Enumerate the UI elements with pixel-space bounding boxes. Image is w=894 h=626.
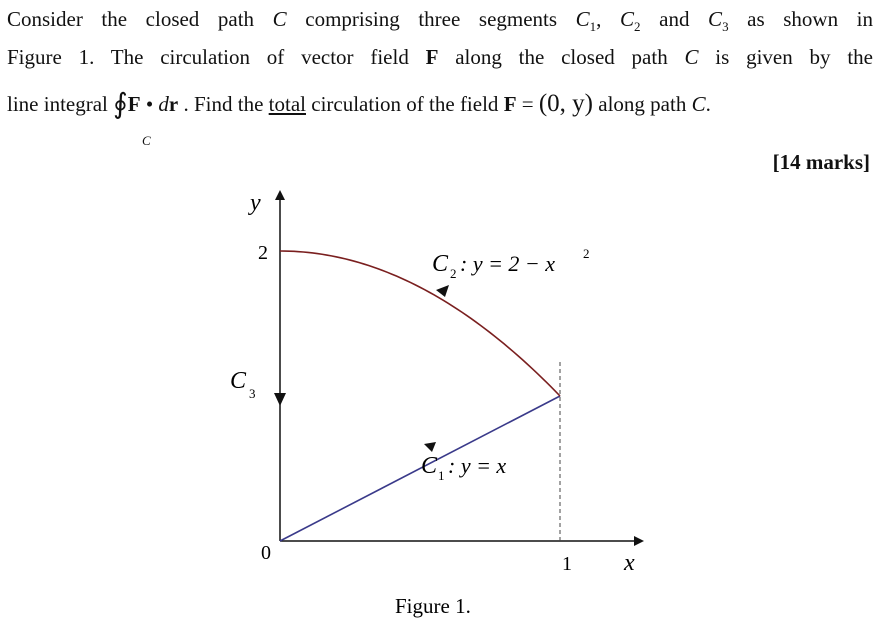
figure-caption: Figure 1. <box>395 594 471 618</box>
dot-operator: • <box>140 92 159 116</box>
text-span: as shown in <box>728 7 873 31</box>
x-tick-label: 1 <box>562 553 572 575</box>
text-span: circulation of the field <box>306 92 504 116</box>
text-span: along path <box>593 92 692 116</box>
path-symbol: C <box>684 45 699 69</box>
origin-label: 0 <box>261 542 271 564</box>
contour-integral-symbol: ∮ <box>113 89 128 120</box>
segment-symbol-c2: C <box>620 7 635 31</box>
c1-direction-arrow <box>424 442 436 452</box>
c3-label-name: C <box>230 368 247 394</box>
text-span: . Find the <box>178 92 269 116</box>
y-axis-label: y <box>250 190 261 216</box>
underlined-word: total <box>268 92 306 116</box>
c2-label-eq: : y = 2 − x <box>460 251 556 276</box>
c1-label-sub: 1 <box>438 468 445 483</box>
text-span: along the closed path <box>438 45 685 69</box>
y-tick-label: 2 <box>258 242 268 264</box>
text-span: Consider the closed path <box>7 7 273 31</box>
c1-label-name: C <box>421 453 438 479</box>
path-symbol: C <box>691 92 706 116</box>
c2-label <box>432 246 590 281</box>
c2-direction-arrow <box>436 285 449 297</box>
c1-label <box>421 453 506 483</box>
c3-direction-arrow <box>274 393 286 406</box>
segment-symbol-c1: C <box>575 7 590 31</box>
text-span: Figure 1. The circulation of vector field <box>7 45 426 69</box>
text-span: is given by the <box>698 45 873 69</box>
c2-label-name: C <box>432 251 449 277</box>
text-span: and <box>640 7 709 31</box>
c3-label-sub: 3 <box>249 386 256 401</box>
text-span: , <box>596 7 621 31</box>
differential-d: d <box>158 92 169 116</box>
subscript: 2 <box>634 19 641 35</box>
c2-label-sup: 2 <box>583 246 590 261</box>
marks-label: [14 marks] <box>772 150 870 174</box>
c1-line <box>280 396 560 541</box>
integral-subscript: C <box>142 133 151 148</box>
vector-field-symbol: F <box>127 92 141 116</box>
c2-label-sub: 2 <box>450 266 457 281</box>
vector-field-symbol: F <box>425 45 439 69</box>
subscript: 3 <box>722 19 729 35</box>
field-vector: (0, y) <box>538 90 594 117</box>
vector-field-symbol: F <box>503 92 517 116</box>
c1-label-eq: : y = x <box>448 453 507 478</box>
c3-label <box>230 368 256 401</box>
segment-symbol-c3: C <box>708 7 723 31</box>
text-span: line integral <box>7 92 114 116</box>
text-span: . <box>705 92 711 116</box>
text-span: comprising three segments <box>286 7 576 31</box>
position-vector-symbol: r <box>168 92 179 116</box>
subscript: 1 <box>589 19 597 35</box>
x-axis-label: x <box>624 550 635 576</box>
equals-sign: = <box>516 92 539 116</box>
path-symbol: C <box>272 7 287 31</box>
